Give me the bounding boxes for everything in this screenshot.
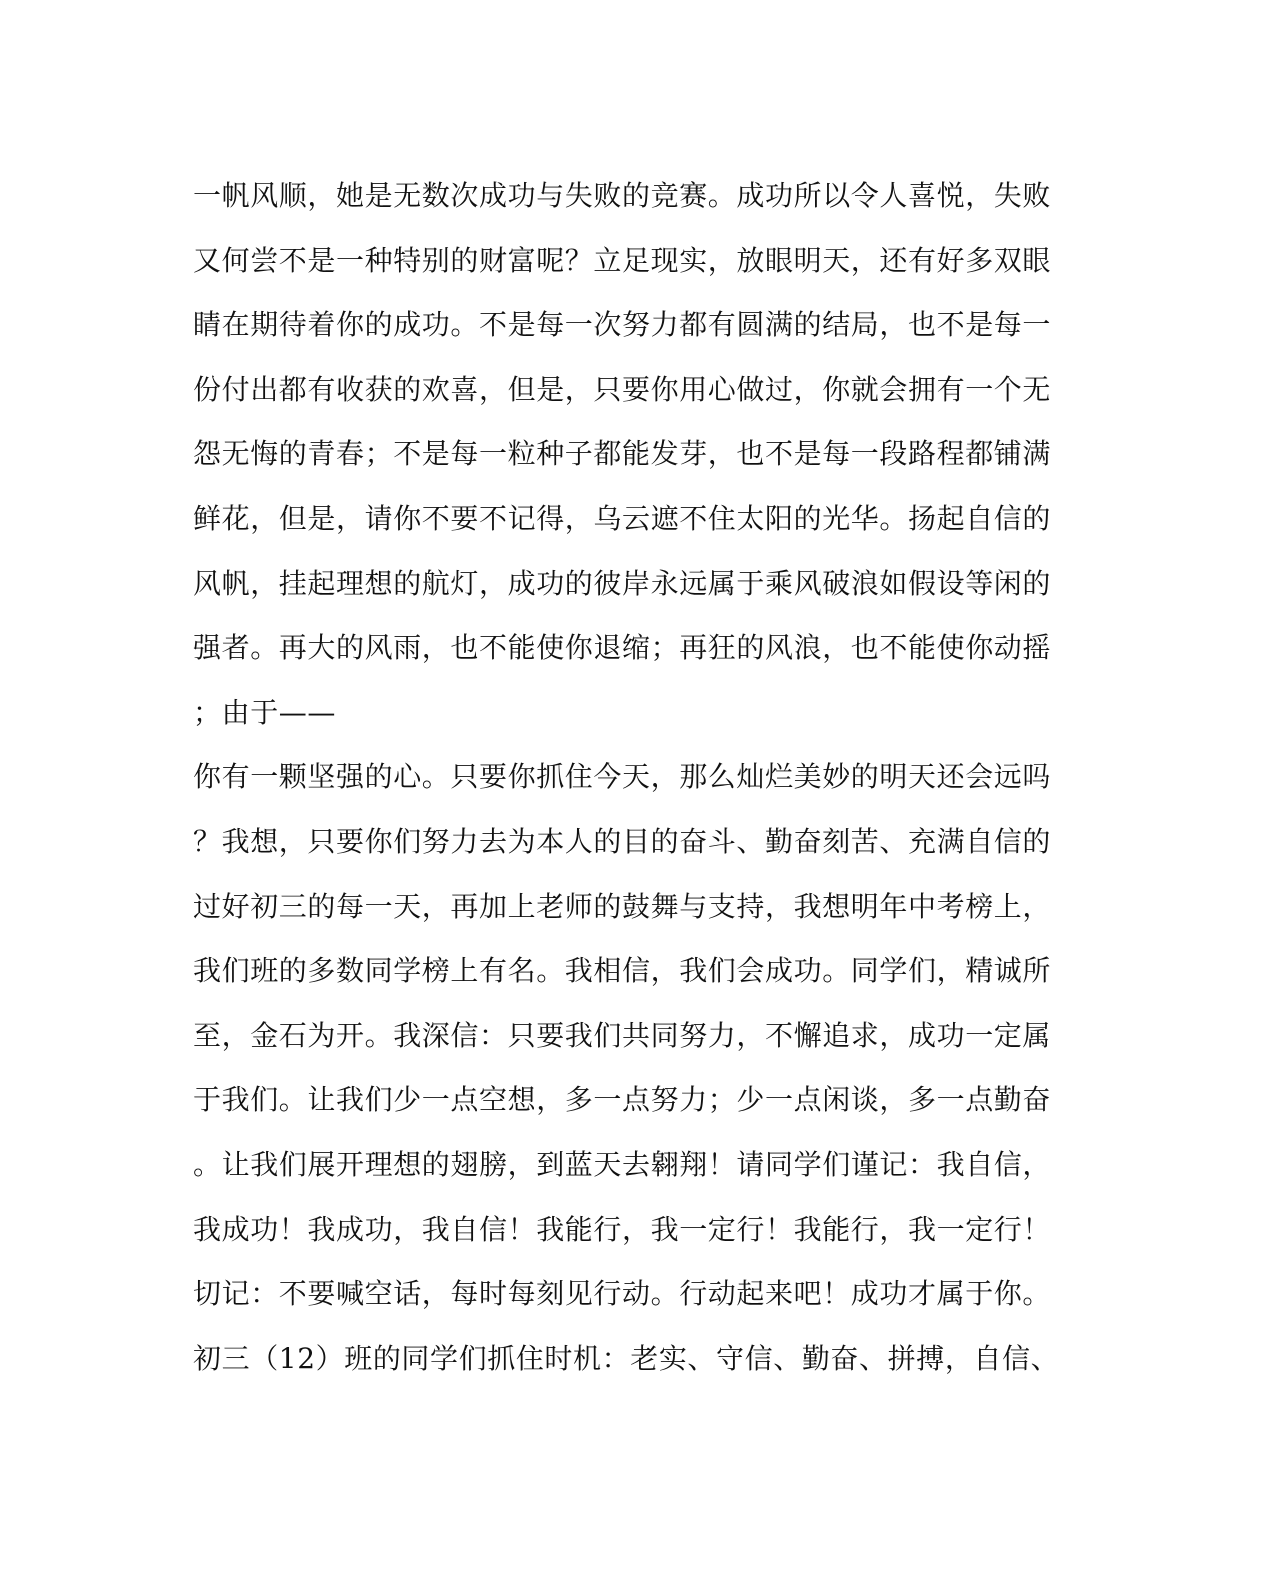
text-line: 强者。再大的风雨，也不能使你退缩；再狂的风浪，也不能使你动摇 (193, 631, 1052, 665)
text-line: 我成功！我成功，我自信！我能行，我一定行！我能行，我一定行！ (193, 1212, 1052, 1246)
text-line: 初三（12）班的同学们抓住时机：老实、守信、勤奋、拼搏，自信、 (193, 1341, 1060, 1375)
text-line: 又何尝不是一种特别的财富呢？立足现实，放眼明天，还有好多双眼 (193, 243, 1052, 277)
text-line: 。让我们展开理想的翅膀，到蓝天去翱翔！请同学们谨记：我自信， (193, 1147, 1052, 1181)
text-line: 一帆风顺，她是无数次成功与失败的竞赛。成功所以令人喜悦，失败 (193, 179, 1052, 212)
text-line: 风帆，挂起理想的航灯，成功的彼岸永远属于乘风破浪如假设等闲的 (193, 566, 1052, 600)
text-line: 鲜花，但是，请你不要不记得，乌云遮不住太阳的光华。扬起自信的 (193, 501, 1052, 535)
text-line: 至，金石为开。我深信：只要我们共同努力，不懈追求，成功一定属 (193, 1018, 1052, 1052)
text-line: 过好初三的每一天，再加上老师的鼓舞与支持，我想明年中考榜上， (193, 889, 1052, 923)
body-text (193, 164, 1073, 1391)
text-line: 于我们。让我们少一点空想，多一点努力；少一点闲谈，多一点勤奋 (193, 1083, 1052, 1117)
text-line: ？我想，只要你们努力去为本人的目的奋斗、勤奋刻苦、充满自信的 (193, 824, 1052, 858)
text-line: 你有一颗坚强的心。只要你抓住今天，那么灿烂美妙的明天还会远吗 (193, 760, 1052, 794)
text-line: ；由于—— (193, 695, 337, 729)
text-line: 份付出都有收获的欢喜，但是，只要你用心做过，你就会拥有一个无 (193, 372, 1052, 406)
text-line: 我们班的多数同学榜上有名。我相信，我们会成功。同学们，精诚所 (193, 954, 1052, 988)
text-line: 切记：不要喊空话，每时每刻见行动。行动起来吧！成功才属于你。 (193, 1277, 1052, 1311)
text-line: 睛在期待着你的成功。不是每一次努力都有圆满的结局，也不是每一 (193, 308, 1052, 342)
text-line: 怨无悔的青春；不是每一粒种子都能发芽，也不是每一段路程都铺满 (193, 437, 1052, 471)
